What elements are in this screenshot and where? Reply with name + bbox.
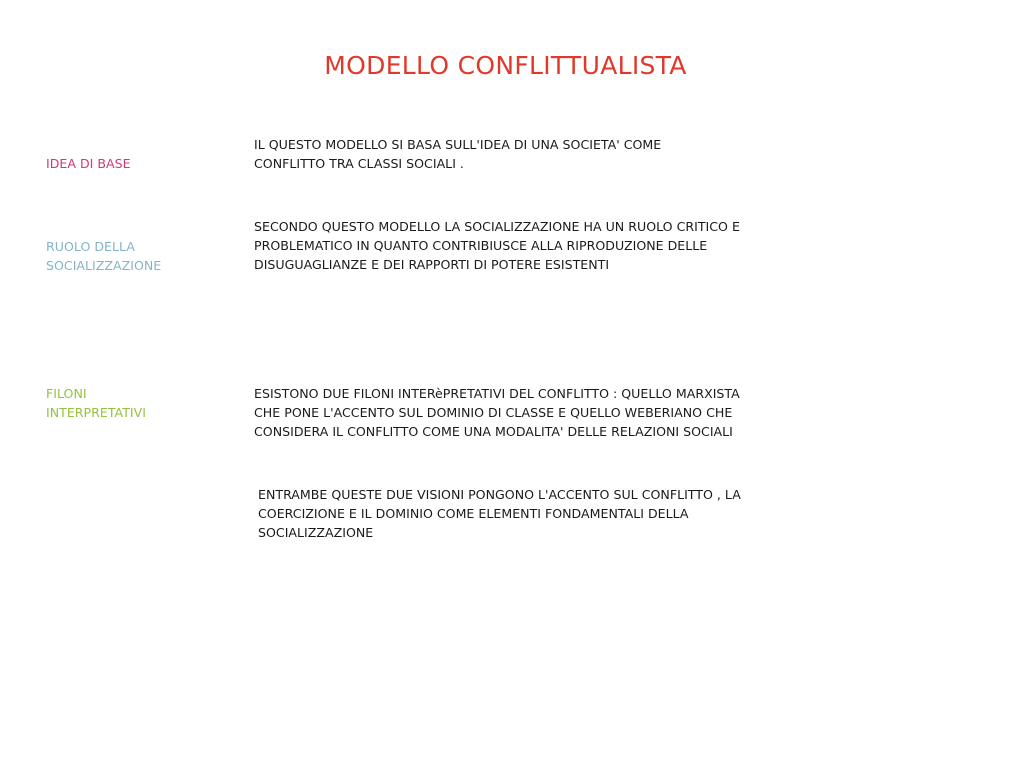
text-ruolo-socializzazione: SECONDO QUESTO MODELLO LA SOCIALIZZAZIONE HA UN RUOLO CRITICO E PROBLEMATICO IN QUANTO CONTRIBIUSCE ALLA RIPRODUZIONE DELLE DISUGUAGLIANZE E DEI RAPPORTI DI POTERE ESISTENTI bbox=[254, 219, 740, 272]
label-filoni-interpretativi: FILONI INTERPRETATIVI bbox=[46, 386, 146, 420]
label-ruolo-socializzazione: RUOLO DELLA SOCIALIZZAZIONE bbox=[46, 239, 162, 273]
text-conclusion: ENTRAMBE QUESTE DUE VISIONI PONGONO L'ACCENTO SUL CONFLITTO , LA COERCIZIONE E IL DOMINIO COME ELEMENTI FONDAMENTALI DELLA SOCIALIZZAZIONE bbox=[258, 487, 741, 540]
label-idea-di-base: IDEA DI BASE bbox=[46, 156, 131, 171]
text-idea-di-base: IL QUESTO MODELLO SI BASA SULL'IDEA DI UNA SOCIETA' COME CONFLITTO TRA CLASSI SOCIALI . bbox=[254, 137, 662, 171]
slide-title: MODELLO CONFLITTUALISTA bbox=[324, 51, 687, 80]
text-filoni-interpretativi: ESISTONO DUE FILONI INTERèPRETATIVI DEL CONFLITTO : QUELLO MARXISTA CHE PONE L'ACCENTO SUL DOMINIO DI CLASSE E QUELLO WEBERIANO CHE CONSIDERA IL CONFLITTO COME UNA MODALITA' DELLE RELAZIONI SOCIALI bbox=[254, 386, 740, 439]
